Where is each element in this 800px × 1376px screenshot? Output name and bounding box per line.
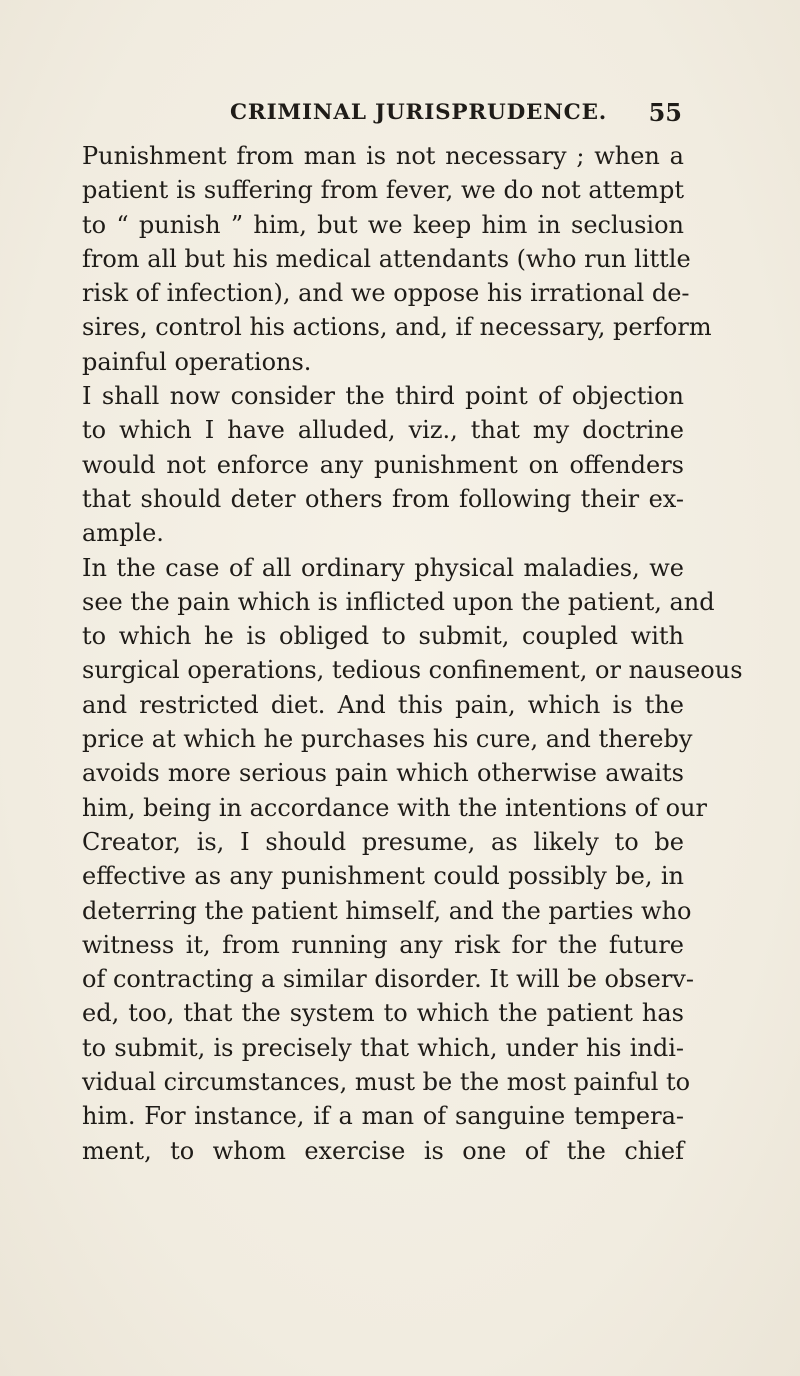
text-line: ample. (82, 519, 164, 548)
text-line: that should deter others from following their ex- (82, 484, 684, 513)
text-line: him, being in accordance with the intentions of our (82, 793, 707, 822)
text-line: sires, control his actions, and, if necessary, perform (82, 313, 712, 342)
text-line: to which he is obliged to submit, coupled with (82, 622, 684, 651)
text-line: deterring the patient himself, and the parties who (82, 896, 692, 925)
text-line: of contracting a similar disorder. It will be observ- (82, 965, 694, 994)
text-line: and restricted diet. And this pain, which is the (82, 690, 684, 719)
text-line: price at which he purchases his cure, and thereby (82, 725, 693, 754)
text-line: surgical operations, tedious confinement, or nauseous (82, 656, 743, 685)
text-line: to “ punish ” him, but we keep him in seclusion (82, 210, 684, 239)
text-line: to which I have alluded, viz., that my doctrine (82, 416, 684, 445)
text-line: from all but his medical attendants (who run little (82, 244, 691, 273)
page-number: 55 (648, 98, 682, 127)
text-line: Punishment from man is not necessary ; when a (82, 142, 684, 170)
text-line: risk of infection), and we oppose his irrational de- (82, 279, 690, 308)
body-text (82, 139, 743, 1168)
text-line: patient is suffering from fever, we do not attempt (82, 176, 684, 205)
running-head (82, 100, 682, 130)
text-line: witness it, from running any risk for the future (82, 930, 684, 959)
text-line: see the pain which is inflicted upon the patient, and (82, 587, 715, 616)
running-title: CRIMINAL JURISPRUDENCE. (230, 100, 608, 125)
text-line: ment, to whom exercise is one of the chief (82, 1136, 684, 1165)
text-line: to submit, is precisely that which, under his indi- (82, 1033, 684, 1062)
text-line: vidual circumstances, must be the most painful to (82, 1068, 691, 1097)
text-line: avoids more serious pain which otherwise awaits (82, 759, 684, 788)
text-line: him. For instance, if a man of sanguine tempera- (82, 1102, 684, 1131)
text-line: In the case of all ordinary physical maladies, we (82, 553, 684, 582)
text-line: painful operations. (82, 347, 312, 376)
text-line: Creator, is, I should presume, as likely to be (82, 827, 684, 856)
text-line: I shall now consider the third point of objection (82, 382, 684, 411)
text-line: effective as any punishment could possibly be, in (82, 862, 684, 891)
text-line: ed, too, that the system to which the patient has (82, 999, 684, 1028)
text-line: would not enforce any punishment on offenders (82, 450, 684, 479)
